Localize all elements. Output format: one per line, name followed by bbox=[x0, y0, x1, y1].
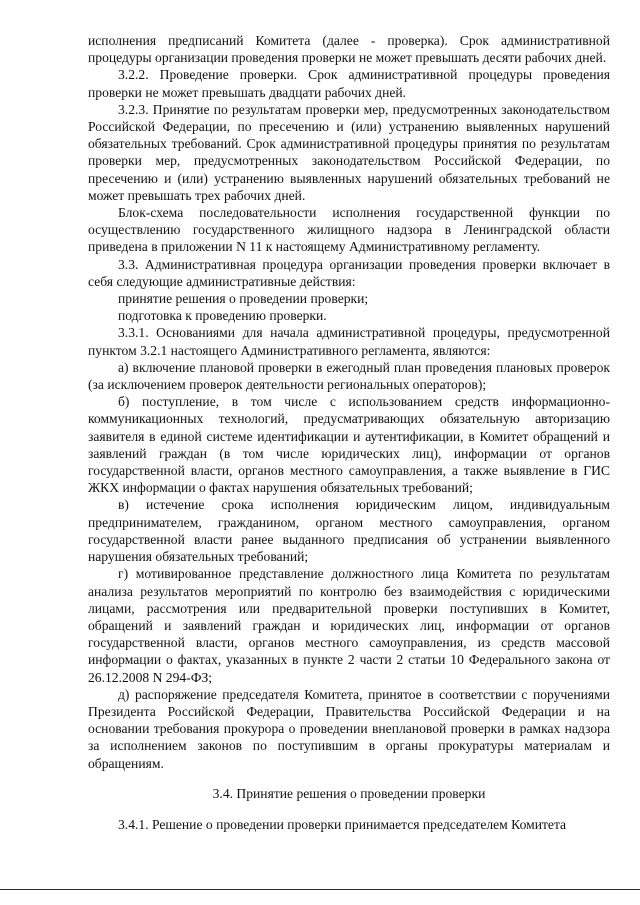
list-item-a: а) включение плановой проверки в ежегодный план проведения плановых проверок (за исключением проверок деятельности региональных операторов); bbox=[88, 359, 610, 393]
document-body bbox=[88, 32, 610, 833]
list-item-decision: принятие решения о проведении проверки; bbox=[118, 291, 369, 307]
list-item-v: в) истечение срока исполнения юридическим лицом, индивидуальным предпринимателем, гражданином, органом местного самоуправления, органом государственной власти ранее выданного предписания об устранении выявленного нарушения обязательных требований; bbox=[88, 497, 610, 565]
list-item-g: г) мотивированное представление должностного лица Комитета по результатам анализа результатов мероприятий по контролю без взаимодействия с юридическими лицами, рассмотрения или предварительной проверки поступивших в Комитет, обращений и заявлений граждан и юридических лиц, информации от органов государственной власти, органов местного самоуправления, из средств массовой информации о фактах, указанных в пункте 2 части 2 статьи 10 Федерального закона от 26.12.2008 N 294-ФЗ; bbox=[88, 566, 610, 685]
list-item-preparation: подготовка к проведению проверки. bbox=[118, 308, 327, 324]
paragraph-continuation: исполнения предписаний Комитета (далее - проверка). Срок административной процедуры организации проведения проверки не может превышать десяти рабочих дней. bbox=[88, 33, 610, 66]
paragraph-3-2-3: 3.2.3. Принятие по результатам проверки мер, предусмотренных законодательством Российской Федерации, по пресечению и (или) устранению выявленных нарушений обязательных требований. Срок административной процедуры принятия по результатам проверки мер, предусмотренных законодательством Российской Федерации, по пресечению и (или) устранению выявленных нарушений обязательных требований не может превышать трех рабочих дней. bbox=[88, 101, 610, 203]
paragraph-3-4-1: 3.4.1. Решение о проведении проверки принимается председателем Комитета bbox=[118, 816, 567, 832]
section-heading-3-4: 3.4. Принятие решения о проведении проверки bbox=[212, 785, 486, 801]
paragraph-3-3: 3.3. Административная процедура организации проведения проверки включает в себя следующие административные действия: bbox=[88, 256, 610, 289]
paragraph-flowchart: Блок-схема последовательности исполнения государственной функции по осуществлению государственного жилищного надзора в Ленинградской области приведена в приложении N 11 к настоящему Административному регламенту. bbox=[88, 205, 610, 255]
paragraph-3-2-2: 3.2.2. Проведение проверки. Срок административной процедуры проведения проверки не может превышать двадцати рабочих дней. bbox=[88, 67, 610, 100]
list-item-d: д) распоряжение председателя Комитета, принятое в соответствии с поручениями Президента Российской Федерации, Правительства Российской Федерации и на основании требования прокурора о проведении внеплановой проверки в рамках надзора за исполнением законов по поступившим в органы прокуратуры материалам и обращениям. bbox=[88, 686, 610, 771]
paragraph-3-3-1: 3.3.1. Основаниями для начала административной процедуры, предусмотренной пунктом 3.2.1 настоящего Административного регламента, являются: bbox=[88, 325, 610, 358]
scan-edge-line bbox=[0, 889, 640, 890]
list-item-b: б) поступление, в том числе с использованием средств информационно-коммуникационных технологий, предусматривающих обязательную авторизацию заявителя в единой системе идентификации и аутентификации, в Комитет обращений и заявлений граждан (в том числе юридических лиц), информации от органов государственной власти, органов местного самоуправления, а также выявление в ГИС ЖКХ информации о фактах нарушения обязательных требований; bbox=[88, 394, 610, 496]
